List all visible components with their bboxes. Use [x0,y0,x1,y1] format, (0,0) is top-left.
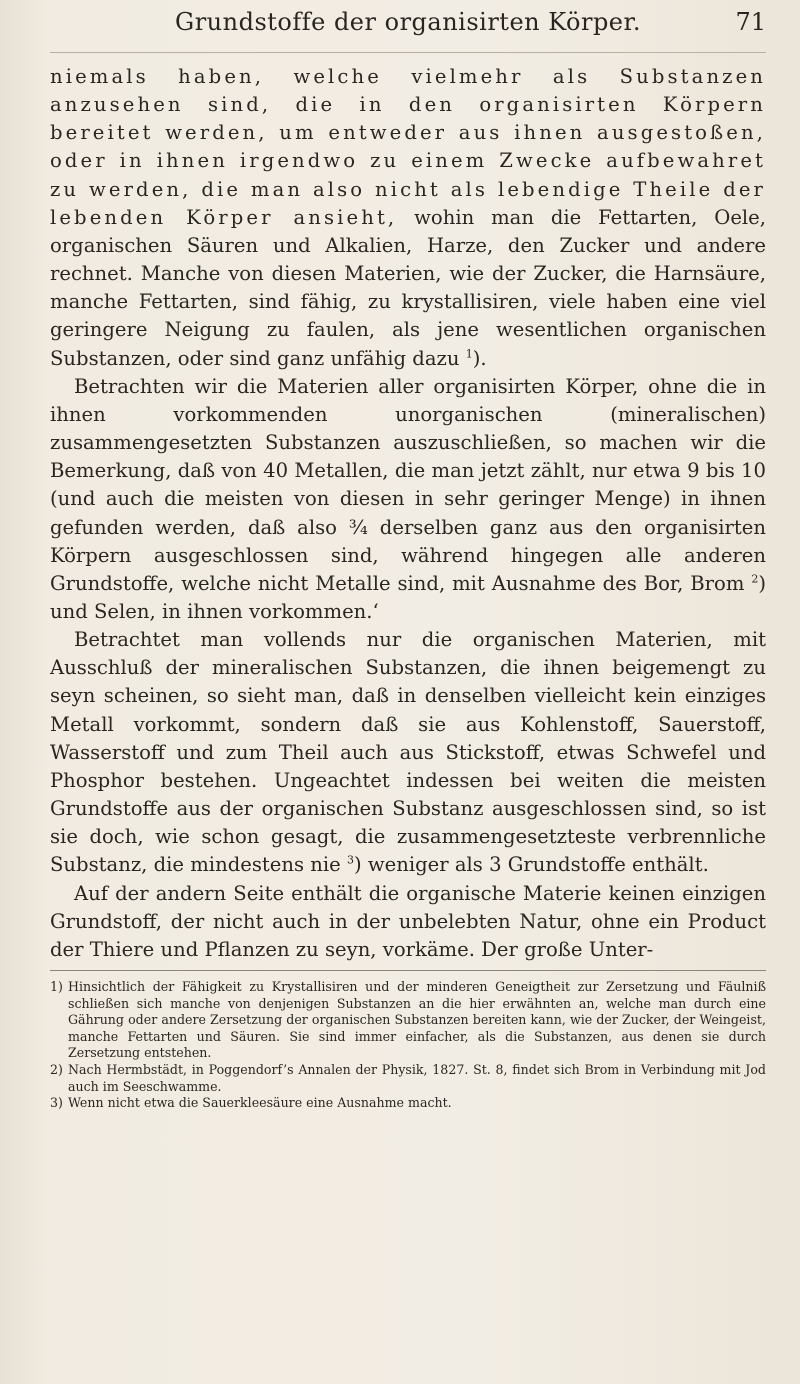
footnote-text: Hinsichtlich der Fähigkeit zu Krystallisiren und der minderen Geneigtheit zur Zersetzung und Fäulniß schließen sich manche von denjenigen Substanzen an die hier erwähnten an, welche man durch eine Gährung oder andere Zersetzung der organischen Substanzen bereiten kann, wie der Zucker, der Weingeist, manche Fettarten und Säuren. Sie sind immer einfacher, als die Substanzen, aus denen sie durch Zersetzung entstehen. [68,979,766,1061]
footnote-1 [50,979,766,1062]
footnote-ref-3[interactable]: 3 [346,853,354,867]
paragraph-4 [50,880,766,964]
running-title: Grundstoffe der organisirten Körper. [175,8,641,36]
spaced-emphasis: niemals haben, welche vielmehr als Substanzen anzusehen sind, die in den organisirten Körpern bereitet werden, um entweder aus ihnen ausgestoßen, oder in ihnen irgendwo zu einem Zwecke aufbewahret zu werden, die man also nicht als lebendige Theile der lebenden Körper ansieht, [50,65,766,229]
paragraph-text: wohin man die Fettarten, Oele, organischen Säuren und Alkalien, Harze, den Zucker und andere rechnet. Manche von diesen Materien, wie der Zucker, die Harnsäure, manche Fettarten, sind fähig, zu krystallisiren, viele haben eine viel geringere Neigung zu faulen, als jene wesentlichen organischen Substanzen, oder sind ganz unfähig dazu [50,205,767,370]
paragraph-text-end: ) und Selen, in ihnen vorkommen.‘ [50,571,767,623]
page-number: 71 [735,8,766,36]
paragraph-text: Auf der andern Seite enthält die organische Materie keinen einzigen Grundstoff, der nicht auch in der unbelebten Natur, ohne ein Product der Thiere und Pflanzen zu seyn, vorkäme. Der große Unter- [50,881,766,961]
running-head [50,0,766,53]
footnotes [50,979,766,1112]
body-text [50,63,766,964]
paragraph-1: niemals haben, welche vielmehr als Substanzen anzusehen sind, die in den organisirten Körpern bereitet werden, um entweder aus ihnen ausgestoßen, oder in ihnen irgendwo zu einem Zwecke aufbewahret zu werden, die man also nicht als lebendige Theile der lebenden Körper ansieht, wohin man die Fettarten, Oele, organischen Säuren und Alkalien, Harze, den Zucker und andere rechnet. Manche von diesen Materien, wie der Zucker, die Harnsäure, manche Fettarten, sind fähig, zu krystallisiren, viele haben eine viel geringere Neigung zu faulen, als jene wesentlichen organischen Substanzen, oder sind ganz unfähig dazu $^1$). [50,65,767,370]
footnote-ref-1[interactable]: 1 [465,347,473,361]
footnote-2 [50,1062,766,1095]
footnote-mark: 2) [50,1061,63,1077]
paragraph-2 [50,373,766,626]
footnote-3 [50,1095,766,1112]
footnote-mark: 3) [50,1095,63,1111]
paragraph-tail: . [480,346,487,370]
footnote-text: Wenn nicht etwa die Sauerkleesäure eine Ausnahme macht. [68,1095,452,1111]
footnote-mark: 1) [50,979,63,994]
paragraph-text: Betrachten wir die Materien aller organisirten Körper, ohne die in ihnen vorkommenden unorganischen (mineralischen) zusammengesetzten Substanzen auszuschließen, so machen wir die Bemerkung, daß von 40 Metallen, die man jetzt zählt, nur etwa 9 bis 10 (und auch die meisten von diesen in sehr geringer Menge) in ihnen gefunden werden, daß also ¾ derselben ganz aus den organisirten Körpern ausgeschlossen sind, während hingegen alle anderen Grundstoffe, welche nicht Metalle sind, mit Ausnahme des Bor, Brom [50,374,766,595]
footnote-text: Nach Hermbstädt, in Poggendorf’s Annalen der Physik, 1827. St. 8, findet sich Brom in Verbindung mit Jod auch im Seeschwamme. [68,1061,766,1094]
footnote-ref-2[interactable]: 2 [751,572,759,586]
paragraph-text-end: ) weniger als 3 Grundstoffe enthält. [353,853,709,877]
paragraph-3 [50,626,766,879]
footnote-divider [50,970,766,971]
paragraph-text: Betrachtet man vollends nur die organischen Materien, mit Ausschluß der mineralischen Substanzen, die ihnen beigemengt zu seyn scheinen, so sieht man, daß in denselben vielleicht kein einziges Metall vorkommt, sondern daß sie aus Kohlenstoff, Sauerstoff, Wasserstoff und zum Theil auch aus Stickstoff, etwas Schwefel und Phosphor bestehen. Ungeachtet indessen bei weiten die meisten Grundstoffe aus der organischen Substanz ausgeschlossen sind, so ist sie doch, wie schon gesagt, die zusammengesetzteste verbrennliche Substanz, die mindestens nie [50,628,766,877]
